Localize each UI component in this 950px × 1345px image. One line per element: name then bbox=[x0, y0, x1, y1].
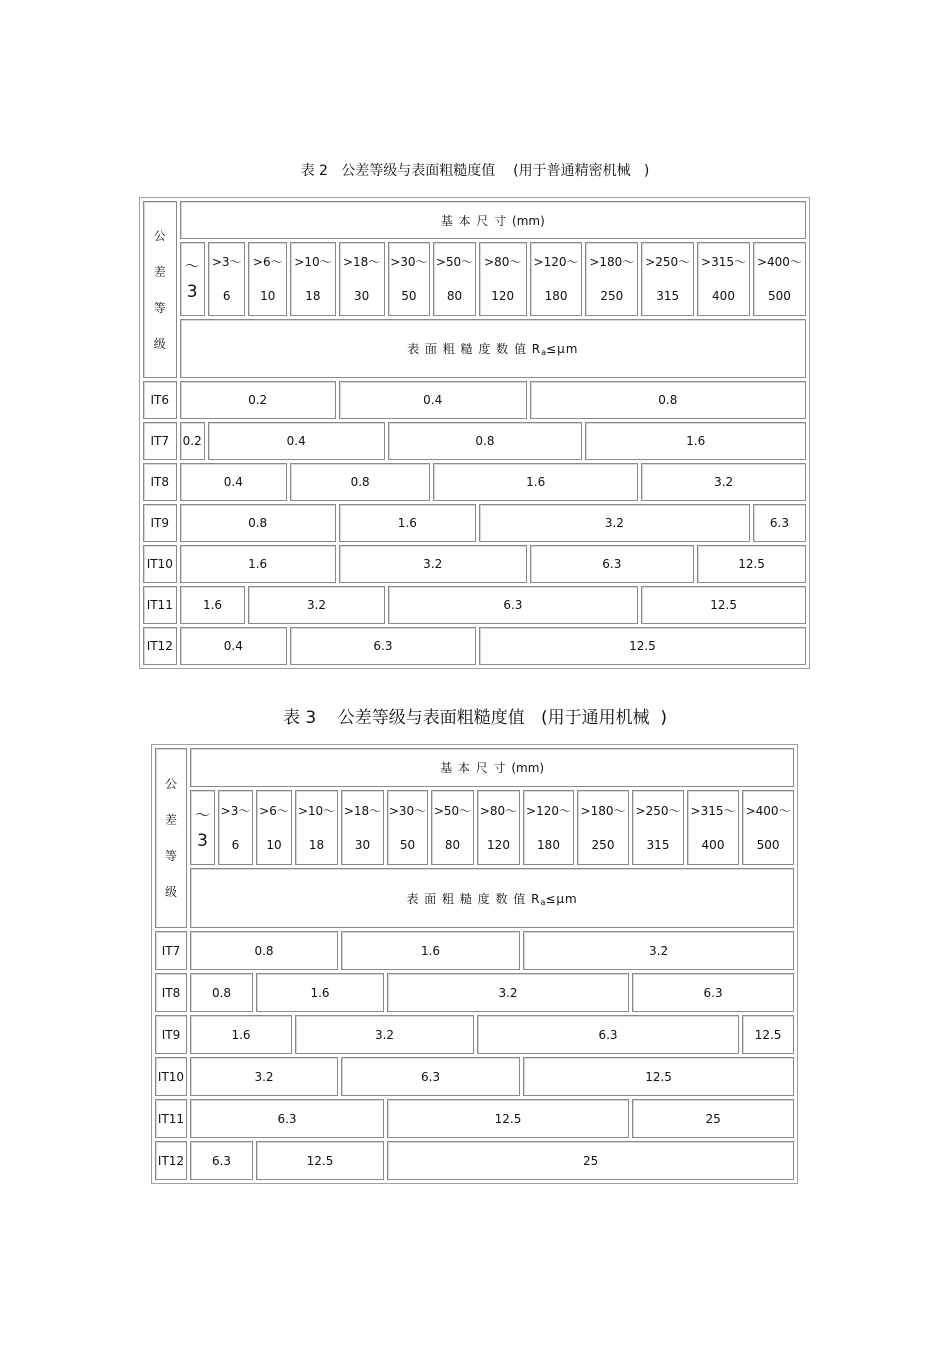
roughness-header-row bbox=[143, 319, 806, 378]
roughness-value: 1.6 bbox=[341, 931, 520, 970]
size-range-from: >315～ bbox=[701, 255, 746, 269]
roughness-value: 0.4 bbox=[180, 463, 288, 501]
size-range-from: >80～ bbox=[479, 803, 518, 818]
size-range-cell bbox=[523, 790, 574, 865]
roughness-value: 12.5 bbox=[387, 1099, 629, 1138]
table-row bbox=[143, 586, 806, 624]
size-range-from: >250～ bbox=[635, 803, 681, 818]
roughness-value: 3.2 bbox=[339, 545, 527, 583]
roughness-value: 12.5 bbox=[697, 545, 806, 583]
size-range-from: >3～ bbox=[220, 803, 251, 818]
roughness-header bbox=[190, 868, 794, 928]
size-range-cell bbox=[431, 790, 474, 865]
roughness-value: 0.4 bbox=[180, 627, 288, 665]
ra-symbol: R bbox=[531, 342, 542, 356]
size-range-to: 80 bbox=[444, 837, 461, 852]
roughness-value: 0.8 bbox=[180, 504, 336, 542]
roughness-value: 6.3 bbox=[190, 1099, 384, 1138]
roughness-value: 25 bbox=[632, 1099, 794, 1138]
roughness-value: 3.2 bbox=[523, 931, 794, 970]
size-range-to: 250 bbox=[600, 289, 624, 303]
size-range-to: 80 bbox=[446, 289, 463, 303]
size-range-from: >30～ bbox=[388, 803, 427, 818]
size-range-to: 3 bbox=[197, 830, 208, 851]
roughness-value: 25 bbox=[387, 1141, 794, 1180]
roughness-value: 1.6 bbox=[256, 973, 384, 1012]
size-range-from: >180～ bbox=[589, 255, 635, 269]
roughness-value: 0.2 bbox=[180, 422, 205, 460]
size-range-to: 120 bbox=[491, 289, 515, 303]
grade-header-char: 级 bbox=[153, 336, 166, 351]
table-row bbox=[155, 1141, 794, 1180]
size-range-cell bbox=[477, 790, 520, 865]
roughness-value: 6.3 bbox=[477, 1015, 739, 1054]
size-range-from: >18～ bbox=[343, 803, 382, 818]
size-unit: (mm) bbox=[512, 213, 545, 228]
roughness-value: 1.6 bbox=[585, 422, 806, 460]
size-range-cell bbox=[180, 242, 205, 316]
grade-header-char: 等 bbox=[153, 300, 166, 315]
size-range-to: 315 bbox=[656, 289, 680, 303]
roughness-header bbox=[180, 319, 806, 378]
size-range-from: >250～ bbox=[645, 255, 691, 269]
size-range-to: 3 bbox=[186, 282, 198, 302]
roughness-value: 6.3 bbox=[341, 1057, 520, 1096]
roughness-value: 3.2 bbox=[295, 1015, 474, 1054]
size-range-from: >18～ bbox=[342, 255, 381, 269]
size-range-to: 180 bbox=[544, 289, 568, 303]
table-row bbox=[143, 463, 806, 501]
roughness-value: 3.2 bbox=[190, 1057, 338, 1096]
ra-symbol: R bbox=[531, 891, 541, 906]
size-range-to: 10 bbox=[266, 837, 282, 852]
size-range-to: 18 bbox=[305, 289, 321, 303]
roughness-value: 0.4 bbox=[339, 381, 527, 419]
size-range-to: 250 bbox=[591, 837, 615, 852]
size-range-cell bbox=[697, 242, 750, 316]
size-range-cell bbox=[387, 790, 428, 865]
roughness-value: 12.5 bbox=[479, 627, 806, 665]
size-range-cell bbox=[290, 242, 336, 316]
grade-header-char: 公 bbox=[164, 777, 177, 791]
size-range-to: 400 bbox=[701, 837, 725, 852]
size-range-cell bbox=[388, 242, 431, 316]
roughness-value: 6.3 bbox=[530, 545, 694, 583]
roughness-value: 0.2 bbox=[180, 381, 336, 419]
size-range-cell bbox=[341, 790, 384, 865]
grade-header-char: 差 bbox=[153, 264, 166, 279]
ra-subscript: a bbox=[540, 897, 546, 907]
size-range-from: >50～ bbox=[433, 803, 472, 818]
table-row bbox=[143, 545, 806, 583]
size-range-cell bbox=[433, 242, 476, 316]
grade-label: IT11 bbox=[143, 586, 177, 624]
table-row bbox=[155, 1099, 794, 1138]
grade-label: IT7 bbox=[143, 422, 177, 460]
size-range-cell bbox=[530, 242, 583, 316]
table2-caption: 表 2 公差等级与表面粗糙度值 (用于普通精密机械 ) bbox=[300, 163, 650, 179]
roughness-header-row bbox=[155, 868, 794, 928]
table-row bbox=[155, 973, 794, 1012]
size-range-cell bbox=[339, 242, 385, 316]
size-unit: (mm) bbox=[511, 761, 545, 775]
roughness-value: 3.2 bbox=[387, 973, 629, 1012]
table-row bbox=[143, 627, 806, 665]
size-range-cell bbox=[218, 790, 253, 865]
roughness-value: 12.5 bbox=[256, 1141, 384, 1180]
basic-size-header bbox=[190, 748, 794, 787]
roughness-value: 6.3 bbox=[290, 627, 476, 665]
roughness-value: 6.3 bbox=[190, 1141, 253, 1180]
grade-header-char: 公 bbox=[153, 228, 166, 243]
size-range-to: 400 bbox=[712, 289, 735, 303]
grade-label: IT12 bbox=[155, 1141, 187, 1180]
size-range-cell bbox=[208, 242, 246, 316]
basic-size-header bbox=[180, 201, 806, 239]
roughness-value: 6.3 bbox=[632, 973, 794, 1012]
ra-unit: ≤μm bbox=[546, 342, 579, 356]
header-row bbox=[143, 201, 806, 239]
size-range-from: >400～ bbox=[756, 255, 802, 269]
grade-header bbox=[155, 748, 187, 928]
size-range-from: >180～ bbox=[580, 803, 626, 818]
size-range-from: ～ bbox=[194, 805, 210, 824]
roughness-value: 3.2 bbox=[479, 504, 750, 542]
grade-header-char: 级 bbox=[164, 885, 177, 899]
size-range-row bbox=[155, 790, 794, 865]
grade-label: IT12 bbox=[143, 627, 177, 665]
size-range-cell bbox=[577, 790, 629, 865]
size-range-from: ～ bbox=[184, 257, 200, 275]
roughness-value: 0.8 bbox=[530, 381, 806, 419]
grade-label: IT6 bbox=[143, 381, 177, 419]
size-range-from: >10～ bbox=[294, 255, 332, 269]
size-range-cell bbox=[190, 790, 215, 865]
size-range-from: >50～ bbox=[435, 255, 474, 269]
roughness-value: 12.5 bbox=[742, 1015, 794, 1054]
roughness-value: 1.6 bbox=[190, 1015, 292, 1054]
basic-size-label: 基 本 尺 寸 bbox=[440, 761, 507, 775]
size-range-cell bbox=[753, 242, 806, 316]
roughness-value: 12.5 bbox=[523, 1057, 794, 1096]
size-range-to: 50 bbox=[399, 837, 416, 852]
size-range-to: 30 bbox=[354, 289, 370, 303]
size-range-cell bbox=[479, 242, 527, 316]
table-row bbox=[155, 931, 794, 970]
table-row bbox=[143, 422, 806, 460]
roughness-value: 1.6 bbox=[180, 586, 246, 624]
grade-label: IT7 bbox=[155, 931, 187, 970]
grade-label: IT10 bbox=[155, 1057, 187, 1096]
size-range-to: 500 bbox=[756, 837, 780, 852]
table-row bbox=[143, 381, 806, 419]
roughness-value: 1.6 bbox=[339, 504, 476, 542]
size-range-cell bbox=[742, 790, 794, 865]
grade-label: IT9 bbox=[155, 1015, 187, 1054]
size-range-to: 120 bbox=[487, 837, 510, 852]
roughness-value: 6.3 bbox=[753, 504, 806, 542]
size-range-cell bbox=[641, 242, 694, 316]
roughness-value: 3.2 bbox=[641, 463, 806, 501]
size-range-to: 6 bbox=[231, 837, 240, 852]
roughness-value: 0.8 bbox=[190, 931, 338, 970]
table3-caption: 表 3 公差等级与表面粗糙度值 (用于通用机械 ) bbox=[282, 708, 668, 728]
roughness-value: 0.8 bbox=[290, 463, 430, 501]
grade-label: IT9 bbox=[143, 504, 177, 542]
size-range-to: 30 bbox=[354, 837, 371, 852]
size-range-from: >6～ bbox=[259, 803, 289, 818]
roughness-value: 0.4 bbox=[208, 422, 385, 460]
header-row bbox=[155, 748, 794, 787]
size-range-from: >315～ bbox=[690, 803, 736, 818]
grade-label: IT8 bbox=[143, 463, 177, 501]
size-range-cell bbox=[632, 790, 684, 865]
grade-label: IT8 bbox=[155, 973, 187, 1012]
size-range-cell bbox=[687, 790, 739, 865]
table-row bbox=[143, 504, 806, 542]
ra-unit: ≤μm bbox=[545, 891, 578, 906]
size-range-from: >3～ bbox=[211, 255, 242, 269]
roughness-value: 6.3 bbox=[388, 586, 639, 624]
grade-header bbox=[143, 201, 177, 378]
ra-subscript: a bbox=[541, 348, 547, 357]
table3-tolerance-roughness bbox=[151, 744, 798, 1184]
size-range-cell bbox=[585, 242, 638, 316]
roughness-value: 12.5 bbox=[641, 586, 806, 624]
table2-tolerance-roughness bbox=[139, 197, 810, 669]
size-range-cell bbox=[256, 790, 292, 865]
roughness-label: 表 面 粗 糙 度 数 值 bbox=[406, 891, 527, 906]
size-range-to: 18 bbox=[308, 837, 325, 852]
size-range-from: >30～ bbox=[390, 255, 428, 269]
roughness-value: 0.8 bbox=[388, 422, 583, 460]
size-range-from: >120～ bbox=[526, 803, 571, 818]
size-range-row bbox=[143, 242, 806, 316]
grade-label: IT10 bbox=[143, 545, 177, 583]
size-range-to: 50 bbox=[401, 289, 417, 303]
roughness-label: 表 面 粗 糙 度 数 值 bbox=[407, 342, 527, 356]
size-range-cell bbox=[295, 790, 338, 865]
size-range-to: 500 bbox=[768, 289, 791, 303]
size-range-from: >6～ bbox=[252, 255, 283, 269]
size-range-to: 10 bbox=[260, 289, 276, 303]
grade-header-char: 差 bbox=[164, 813, 177, 827]
roughness-value: 1.6 bbox=[433, 463, 638, 501]
size-range-cell bbox=[248, 242, 287, 316]
roughness-value: 3.2 bbox=[248, 586, 384, 624]
roughness-value: 0.8 bbox=[190, 973, 253, 1012]
size-range-to: 6 bbox=[222, 289, 231, 303]
size-range-from: >10～ bbox=[297, 803, 336, 818]
table-row bbox=[155, 1057, 794, 1096]
roughness-value: 1.6 bbox=[180, 545, 336, 583]
size-range-to: 315 bbox=[646, 837, 670, 852]
grade-header-char: 等 bbox=[164, 849, 177, 863]
size-range-from: >120～ bbox=[533, 255, 579, 269]
size-range-from: >80～ bbox=[484, 255, 522, 269]
grade-label: IT11 bbox=[155, 1099, 187, 1138]
basic-size-label: 基 本 尺 寸 bbox=[440, 213, 508, 228]
size-range-from: >400～ bbox=[745, 803, 791, 818]
size-range-to: 180 bbox=[537, 837, 560, 852]
table-row bbox=[155, 1015, 794, 1054]
